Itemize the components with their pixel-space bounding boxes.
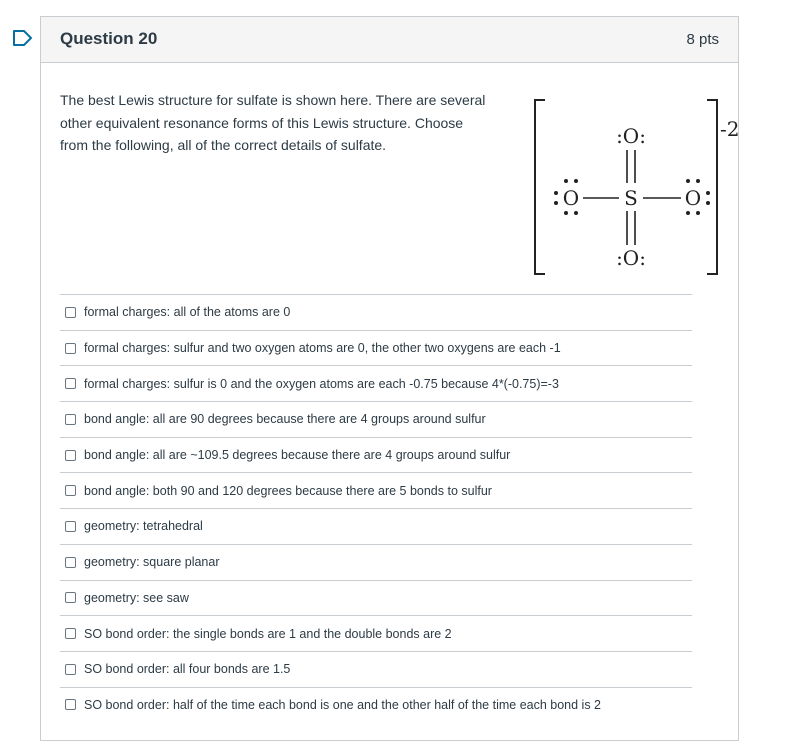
answer-checkbox[interactable] <box>65 307 76 318</box>
question-points: 8 pts <box>686 31 719 48</box>
answer-option[interactable] <box>60 437 692 473</box>
answer-checkbox[interactable] <box>65 664 76 675</box>
answer-label: formal charges: sulfur is 0 and the oxygen atoms are each -0.75 because 4*(-0.75)=-3 <box>84 376 559 391</box>
left-bracket <box>535 100 545 274</box>
answer-label: bond angle: both 90 and 120 degrees because there are 5 bonds to sulfur <box>84 483 492 498</box>
answer-checkbox[interactable] <box>65 699 76 710</box>
right-oxygen: O <box>684 186 702 210</box>
answer-label: bond angle: all are 90 degrees because there are 4 groups around sulfur <box>84 412 486 427</box>
answer-checkbox[interactable] <box>65 628 76 639</box>
answer-option[interactable] <box>60 651 692 687</box>
top-oxygen: :O: <box>616 124 646 148</box>
answer-checkbox[interactable] <box>65 450 76 461</box>
answer-option[interactable] <box>60 615 692 651</box>
answer-label: geometry: see saw <box>84 590 189 605</box>
answer-option[interactable] <box>60 365 692 401</box>
answer-option[interactable] <box>60 330 692 366</box>
answer-checkbox[interactable] <box>65 343 76 354</box>
bottom-oxygen: :O: <box>616 246 646 270</box>
sulfate-lewis-structure <box>491 95 740 280</box>
answer-label: geometry: square planar <box>84 555 220 570</box>
answer-option[interactable] <box>60 401 692 437</box>
answer-checkbox[interactable] <box>65 592 76 603</box>
answer-checkbox[interactable] <box>65 485 76 496</box>
answer-checkbox[interactable] <box>65 378 76 389</box>
answer-label: bond angle: all are ~109.5 degrees because there are 4 groups around sulfur <box>84 448 511 463</box>
charge-label: -2 <box>720 117 740 141</box>
answer-checkbox[interactable] <box>65 414 76 425</box>
right-bracket <box>707 100 717 274</box>
answer-label: SO bond order: half of the time each bond is one and the other half of the time each bond is 2 <box>84 697 602 712</box>
answer-option[interactable] <box>60 472 692 508</box>
question-card <box>40 16 739 741</box>
answer-option[interactable] <box>60 687 692 723</box>
answer-list <box>60 294 692 722</box>
answer-label: formal charges: sulfur and two oxygen atoms are 0, the other two oxygens are each -1 <box>84 341 561 356</box>
answer-option[interactable] <box>60 580 692 616</box>
answer-checkbox[interactable] <box>65 557 76 568</box>
left-oxygen: O <box>562 186 580 210</box>
sulfur-atom: S <box>624 186 638 210</box>
answer-label: geometry: tetrahedral <box>84 519 203 534</box>
answer-option[interactable] <box>60 544 692 580</box>
question-title: Question 20 <box>60 29 158 48</box>
answer-label: formal charges: all of the atoms are 0 <box>84 305 291 320</box>
answer-label: SO bond order: all four bonds are 1.5 <box>84 662 291 677</box>
question-header <box>41 17 738 63</box>
answer-label: SO bond order: the single bonds are 1 and the double bonds are 2 <box>84 626 452 641</box>
question-prompt: The best Lewis structure for sulfate is shown here. There are several other equivalent resonance forms of this Lewis structure. Choose from the following, all of the correct details of sulfate. <box>60 92 486 153</box>
answer-option[interactable] <box>60 508 692 544</box>
bookmark-flag-icon[interactable] <box>12 29 34 47</box>
answer-checkbox[interactable] <box>65 521 76 532</box>
answer-option[interactable] <box>60 294 692 330</box>
